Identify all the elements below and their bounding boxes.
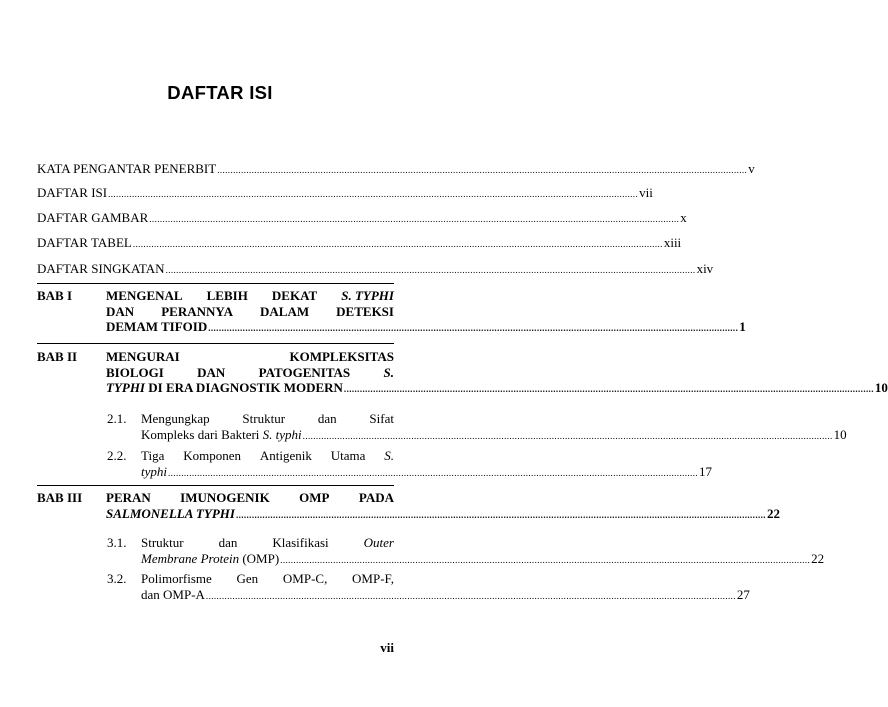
chapter-title-line: DAN PERANNYA DALAM DETEKSI xyxy=(106,303,394,319)
section-title-line: Struktur dan Klasifikasi Outer xyxy=(141,535,394,550)
chapter-title-line: TYPHI DI ERA DIAGNOSTIK MODERN ........................................................................................................................................................................................................ 10 xyxy=(106,380,394,398)
chapter-entry-bab-1[interactable] xyxy=(106,288,746,337)
toc-entry-page: vii xyxy=(639,185,653,200)
chapter-page: 10 xyxy=(874,380,888,395)
section-entry-2-2[interactable] xyxy=(141,448,712,481)
page-number: vii xyxy=(380,640,394,655)
section-number: 3.1. xyxy=(107,535,127,550)
leader-dots: ........................................................................................................................................................................................................ xyxy=(302,430,833,441)
leader-dots: ........................................................................................................................................................................................................ xyxy=(208,323,739,333)
leader-dots: ........................................................................................................................................................................................................ xyxy=(132,239,663,249)
chapter-title-line: SALMONELLA TYPHI ........................................................................................................................................................................................................ 22 xyxy=(106,506,394,524)
chapter-entry-bab-2[interactable] xyxy=(106,349,888,398)
section-number: 2.2. xyxy=(107,448,127,463)
toc-entry-label: DAFTAR ISI xyxy=(37,185,108,200)
toc-entry-page: v xyxy=(748,161,755,176)
section-entry-3-1[interactable] xyxy=(141,535,825,568)
leader-dots: ........................................................................................................................................................................................................ xyxy=(165,265,696,275)
leader-dots: ........................................................................................................................................................................................................ xyxy=(149,214,680,224)
section-number: 2.1. xyxy=(107,411,127,426)
toc-entry-kata-pengantar[interactable] xyxy=(37,161,755,178)
section-title-line: Kompleks dari Bakteri S. typhi ........................................................................................................................................................................................................ 10 xyxy=(141,427,394,445)
chapter-entry-bab-3[interactable] xyxy=(106,490,780,523)
section-page: 17 xyxy=(699,463,712,479)
section-title-line: typhi ........................................................................................................................................................................................................ 17 xyxy=(141,464,394,482)
toc-entry-daftar-gambar[interactable] xyxy=(37,210,687,227)
chapter-title-line: MENGENAL LEBIH DEKAT S. TYPHI xyxy=(106,288,394,303)
section-title-line: Membrane Protein (OMP) ........................................................................................................................................................................................................ 22 xyxy=(141,551,394,569)
section-title-line: dan OMP-A ........................................................................................................................................................................................................ 27 xyxy=(141,587,394,605)
toc-entry-daftar-tabel[interactable] xyxy=(37,235,682,252)
leader-dots: ........................................................................................................................................................................................................ xyxy=(280,554,811,565)
chapter-label: BAB III xyxy=(37,490,83,505)
chapter-divider xyxy=(37,485,394,486)
chapter-title-line: BIOLOGI DAN PATOGENITAS S. xyxy=(106,364,394,380)
toc-entry-page: xiv xyxy=(696,261,714,276)
chapter-title-line: DEMAM TIFOID ........................................................................................................................................................................................................ 1 xyxy=(106,319,394,337)
chapter-title-line: PERAN IMUNOGENIK OMP PADA xyxy=(106,490,394,505)
chapter-label: BAB I xyxy=(37,288,73,303)
toc-entry-label: DAFTAR GAMBAR xyxy=(37,210,149,225)
chapter-page: 22 xyxy=(766,505,780,521)
leader-dots: ........................................................................................................................................................................................................ xyxy=(108,189,639,199)
chapter-title-line: MENGURAI KOMPLEKSITAS xyxy=(106,349,394,364)
chapter-page: 1 xyxy=(739,319,746,334)
section-title-line: Mengungkap Struktur dan Sifat xyxy=(141,411,394,426)
section-entry-2-1[interactable] xyxy=(141,411,847,444)
toc-entry-label: DAFTAR SINGKATAN xyxy=(37,261,165,276)
toc-entry-label: DAFTAR TABEL xyxy=(37,235,132,250)
leader-dots: ........................................................................................................................................................................................................ xyxy=(168,467,698,478)
chapter-divider xyxy=(37,343,394,344)
toc-entry-label: KATA PENGANTAR PENERBIT xyxy=(37,161,217,176)
section-page: 27 xyxy=(736,586,750,602)
toc-entry-page: xiii xyxy=(663,235,682,250)
toc-entry-daftar-isi[interactable] xyxy=(37,185,653,202)
page-title: DAFTAR ISI xyxy=(167,82,273,103)
section-entry-3-2[interactable] xyxy=(141,571,750,604)
toc-entry-daftar-singkatan[interactable] xyxy=(37,261,714,278)
chapter-divider xyxy=(37,283,394,284)
leader-dots: ........................................................................................................................................................................................................ xyxy=(235,509,766,520)
leader-dots: ........................................................................................................................................................................................................ xyxy=(217,165,748,175)
section-page: 10 xyxy=(833,426,847,442)
section-number: 3.2. xyxy=(107,571,127,586)
chapter-label: BAB II xyxy=(37,349,78,364)
section-page: 22 xyxy=(811,550,825,566)
section-title-line: Polimorfisme Gen OMP-C, OMP-F, xyxy=(141,571,394,586)
section-title-line: Tiga Komponen Antigenik Utama S. xyxy=(141,448,394,463)
leader-dots: ........................................................................................................................................................................................................ xyxy=(205,590,736,601)
toc-entry-page: x xyxy=(680,210,687,225)
leader-dots: ........................................................................................................................................................................................................ xyxy=(343,384,874,394)
